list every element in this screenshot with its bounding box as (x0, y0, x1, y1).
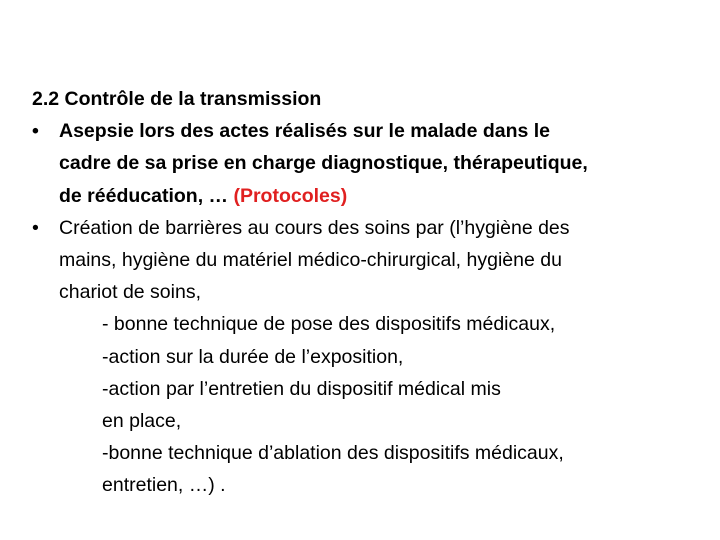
bullet-barrieres (32, 212, 704, 309)
bullet-asepsie-line-2: cadre de sa prise en charge diagnostique, thérapeutique, (59, 152, 588, 175)
bullet-barrieres-line-2: mains, hygiène du matériel médico-chirurgical, hygiène du (59, 249, 562, 272)
sub-item-entretien: -action par l’entretien du dispositif médical mis (102, 377, 501, 400)
section-heading: 2.2 Contrôle de la transmission (32, 88, 322, 110)
slide-content (32, 83, 704, 502)
bullet-dot-icon: • (32, 120, 39, 143)
sub-item-entretien-cont: en place, (102, 410, 182, 433)
sub-item-ablation-cont: entretien, …) . (102, 474, 226, 497)
sub-item-ablation: -bonne technique d’ablation des dispositifs médicaux, (102, 442, 564, 465)
bullet-asepsie-line-3 (59, 180, 704, 212)
bullet-dot-icon: • (32, 216, 39, 239)
sub-item-pose: - bonne technique de pose des dispositifs médicaux, (102, 313, 556, 336)
bullet-barrieres-line-3: chariot de soins, (59, 281, 201, 304)
bullet-barrieres-line-1: Création de barrières au cours des soins par (l’hygiène des (59, 216, 570, 239)
bullet-asepsie-line-3-text: de rééducation, … (59, 184, 234, 207)
protocoles-highlight: (Protocoles) (233, 184, 348, 207)
bullet-asepsie (32, 115, 704, 212)
bullet-asepsie-line-1: Asepsie lors des actes réalisés sur le malade dans le (59, 120, 551, 143)
sub-items (32, 308, 704, 501)
sub-item-duree: -action sur la durée de l’exposition, (102, 345, 404, 368)
